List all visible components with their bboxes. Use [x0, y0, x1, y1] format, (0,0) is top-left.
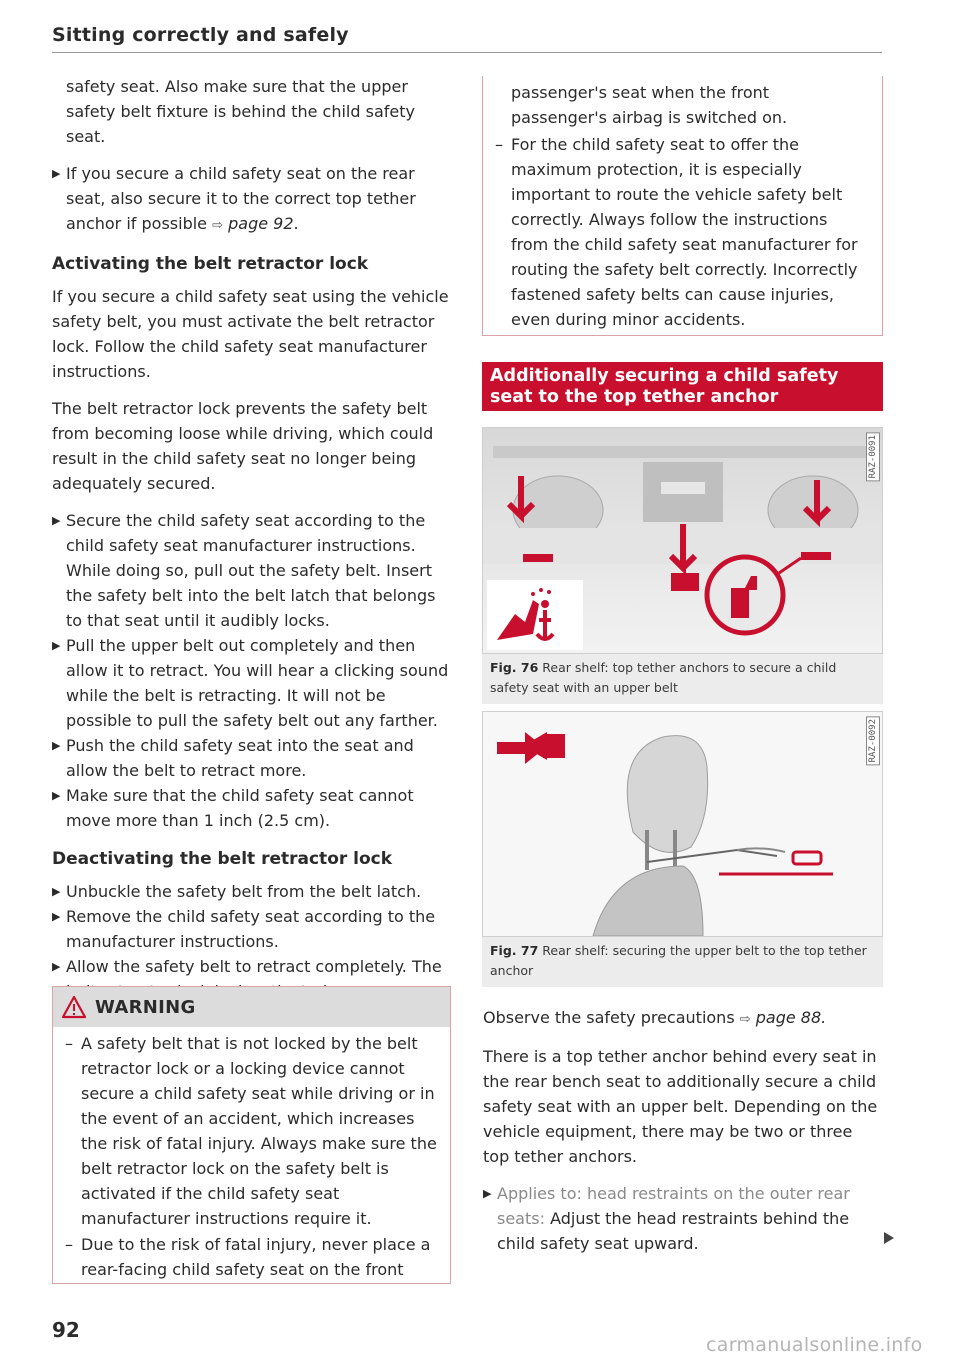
- figure-code: RAZ-0091: [866, 432, 880, 481]
- figure-77-caption: Fig. 77 Rear shelf: securing the upper belt to the top tether anchor: [482, 937, 883, 987]
- warning-header: [53, 987, 450, 1027]
- left-column: [52, 74, 452, 1016]
- page-reference-link[interactable]: page 92: [228, 214, 294, 233]
- activate-steps: [52, 508, 452, 833]
- warning-body: [53, 1027, 450, 1282]
- figure-77-image: [482, 711, 883, 937]
- page-reference-link[interactable]: page 88.: [755, 1008, 827, 1027]
- list-item: ▶ Applies to: head restraints on the outer rear seats: Adjust the head restraints behind the child safety seat upward.: [483, 1181, 883, 1256]
- warning-triangle-icon: [61, 995, 87, 1019]
- figure-76-image: [482, 427, 883, 654]
- list-item: – For the child safety seat to offer the maximum protection, it is especially important to route the vehicle safety belt correctly. Always follow the instructions from the child safety seat manufacturer for routing the safety belt correctly. Incorrectly fastened safety belts can cause injuries, even during minor accidents.: [495, 135, 858, 329]
- figure-label: Fig. 77: [490, 943, 539, 958]
- triangle-bullet-icon: ▶: [52, 514, 61, 527]
- triangle-bullet-icon: ▶: [52, 789, 61, 802]
- rear-shelf-illustration: [483, 428, 882, 653]
- list-item: – Due to the risk of fatal injury, never place a rear-facing child safety seat on the front: [65, 1235, 431, 1279]
- figure-76-caption: Fig. 76 Rear shelf: top tether anchors to secure a child safety seat with an upper belt: [482, 654, 883, 704]
- figure-code: RAZ-0092: [866, 716, 880, 765]
- observe-paragraph: Observe the safety precautions ⇨ page 88.: [483, 1008, 827, 1027]
- triangle-bullet-icon: ▶: [483, 1187, 492, 1200]
- list-item: ▶ Unbuckle the safety belt from the belt latch.: [52, 879, 452, 904]
- section-title-banner: Additionally securing a child safety seat to the top tether anchor: [482, 362, 883, 411]
- header-divider: [52, 52, 882, 53]
- list-item: ▶ Make sure that the child safety seat cannot move more than 1 inch (2.5 cm).: [52, 783, 452, 833]
- rear-seat-bullet-list: [52, 161, 452, 238]
- watermark: carmanualsonline.info: [706, 1334, 923, 1356]
- triangle-bullet-icon: ▶: [52, 960, 61, 973]
- triangle-bullet-icon: ▶: [52, 739, 61, 752]
- paragraph: The belt retractor lock prevents the safety belt from becoming loose while driving, which could result in the child safety seat no longer being adequately secured.: [52, 399, 434, 493]
- list-item: ▶ If you secure a child safety seat on the rear seat, also secure it to the correct top tether anchor if possible ⇨ page 92.: [52, 161, 452, 238]
- applies-list: [483, 1181, 883, 1256]
- applies-to-label: Applies to: head restraints on the outer rear seats:: [497, 1184, 850, 1228]
- triangle-bullet-icon: ▶: [52, 639, 61, 652]
- list-item: ▶ Secure the child safety seat according to the child safety seat manufacturer instructions. While doing so, pull out the safety belt. Insert the safety belt into the belt latch that belongs to that seat until it audibly locks.: [52, 508, 452, 633]
- warning-list-continued: [485, 80, 868, 332]
- page-header-title: Sitting correctly and safely: [52, 24, 349, 46]
- list-item: passenger's seat when the front passenger's airbag is switched on.: [511, 83, 788, 127]
- intro-paragraph: safety seat. Also make sure that the upper safety belt fixture is behind the child safety seat.: [66, 77, 415, 146]
- tether-paragraph: There is a top tether anchor behind every seat in the rear bench seat to additionally secure a child safety seat with an upper belt. Depending on the vehicle equipment, there may be two or three top tether anchors.: [483, 1047, 878, 1166]
- heading-activate: Activating the belt retractor lock: [52, 254, 369, 274]
- triangle-bullet-icon: ▶: [52, 167, 61, 180]
- list-item: – A safety belt that is not locked by the belt retractor lock or a locking device cannot secure a child safety seat while driving or in the event of an accident, which increases the risk of fatal injury. Always make sure the belt retractor lock on the safety belt is activated if the child safety seat manufacturer instructions require it.: [65, 1034, 437, 1228]
- warning-title: WARNING: [95, 996, 196, 1018]
- arrow-right-icon: ⇨: [739, 1012, 751, 1027]
- next-page-icon: [884, 1232, 894, 1244]
- figure-77: [482, 711, 883, 987]
- page-number: 92: [52, 1318, 80, 1342]
- triangle-bullet-icon: ▶: [52, 910, 61, 923]
- right-text-block: [483, 1005, 883, 1268]
- triangle-bullet-icon: ▶: [52, 885, 61, 898]
- list-item: ▶ Remove the child safety seat according to the manufacturer instructions.: [52, 904, 452, 954]
- heading-deactivate: Deactivating the belt retractor lock: [52, 849, 393, 869]
- warning-list: [55, 1031, 438, 1282]
- arrow-right-icon: ⇨: [212, 218, 224, 233]
- list-item: ▶ Pull the upper belt out completely and then allow it to retract. You will hear a clicking sound while the belt is retracting. It will not be possible to pull the safety belt out any farther.: [52, 633, 452, 733]
- headrest-belt-illustration: [483, 712, 882, 936]
- figure-76: [482, 427, 883, 704]
- figure-label: Fig. 76: [490, 660, 539, 675]
- warning-box: [52, 986, 451, 1284]
- list-item: ▶ Push the child safety seat into the seat and allow the belt to retract more.: [52, 733, 452, 783]
- list-item: ▶ Allow the safety belt to retract completely. The: [52, 954, 452, 1004]
- warning-continuation-box: [482, 76, 883, 336]
- paragraph: If you secure a child safety seat using the vehicle safety belt, you must activate the belt retractor lock. Follow the child safety seat manufacturer instructions.: [52, 287, 449, 381]
